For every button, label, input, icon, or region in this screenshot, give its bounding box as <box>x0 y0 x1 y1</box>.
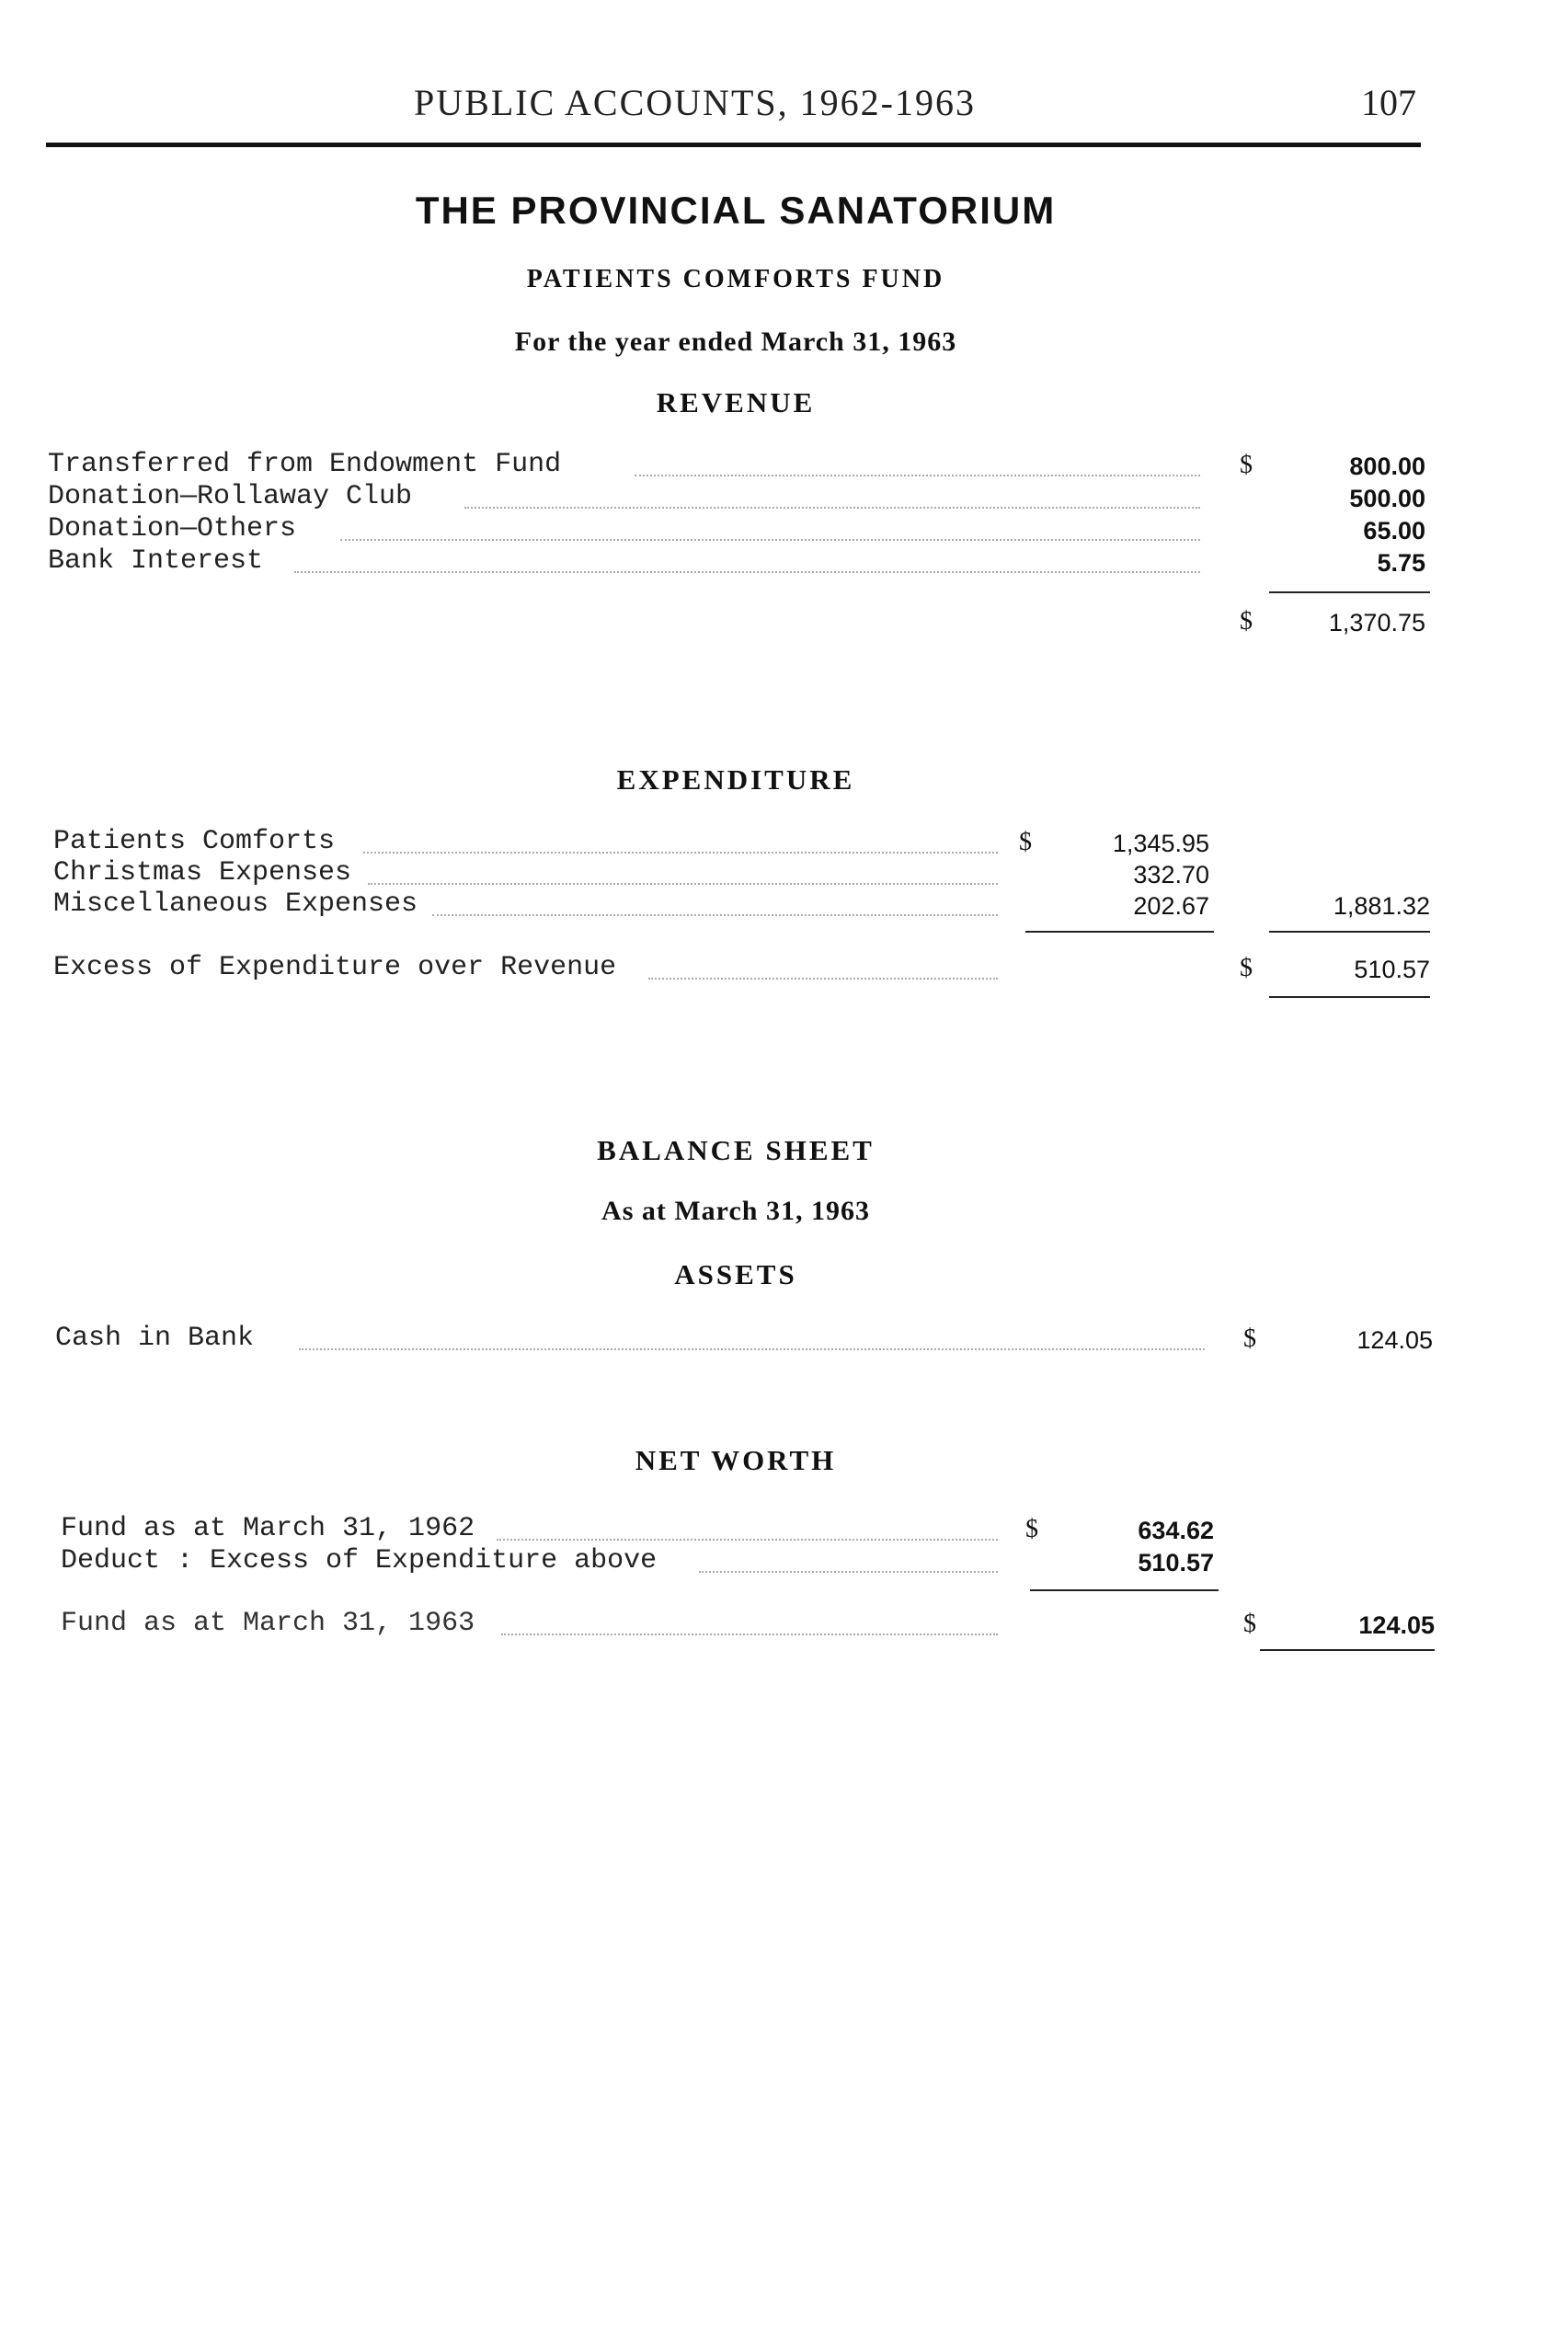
header-rule <box>46 143 1421 147</box>
excess-amount: 510.57 <box>1354 956 1430 983</box>
currency-symbol: $ <box>1243 1324 1256 1353</box>
expenditure-item-label: Patients Comforts <box>53 826 991 857</box>
document-title: THE PROVINCIAL SANATORIUM <box>415 189 1057 232</box>
dot-leader <box>432 914 998 916</box>
revenue-total: 1,370.75 <box>1328 609 1425 636</box>
expenditure-item-label: Christmas Expenses <box>53 857 991 888</box>
expenditure-item-label: Miscellaneous Expenses <box>53 888 991 920</box>
revenue-item-label: Donation—Rollaway Club <box>48 481 1197 512</box>
revenue-item-label: Donation—Others <box>48 513 1197 545</box>
currency-symbol: $ <box>1025 1515 1038 1543</box>
dot-leader <box>635 475 1200 476</box>
cash-amount: 124.05 <box>1356 1326 1433 1354</box>
expenditure-heading: EXPENDITURE <box>616 763 855 796</box>
revenue-item-label: Bank Interest <box>48 545 1197 577</box>
expenditure-total: 1,881.32 <box>1333 892 1430 920</box>
fund-1962-label: Fund as at March 31, 1962 <box>61 1513 999 1544</box>
fund-1963-label: Fund as at March 31, 1963 <box>61 1608 999 1639</box>
dot-leader <box>497 1539 998 1541</box>
dot-leader <box>368 883 998 885</box>
excess-label: Excess of Expenditure over Revenue <box>53 952 1001 983</box>
currency-symbol: $ <box>1240 451 1253 479</box>
fund-1962-amount: 634.62 <box>1138 1517 1214 1544</box>
expenditure-item-amount: 332.70 <box>1133 861 1209 888</box>
currency-symbol: $ <box>1240 954 1253 982</box>
cash-label: Cash in Bank <box>55 1323 1205 1354</box>
dot-leader <box>294 571 1200 573</box>
deduct-label: Deduct : Excess of Expenditure above <box>61 1545 999 1576</box>
dot-leader <box>501 1634 998 1635</box>
revenue-item-label: Transferred from Endowment Fund <box>48 449 1197 480</box>
currency-symbol: $ <box>1243 1610 1256 1638</box>
revenue-item-amount: 800.00 <box>1349 453 1425 480</box>
deduct-amount: 510.57 <box>1138 1549 1214 1576</box>
dot-leader <box>340 539 1200 541</box>
revenue-item-amount: 5.75 <box>1377 549 1425 577</box>
currency-symbol: $ <box>1019 828 1032 856</box>
assets-heading: ASSETS <box>674 1258 797 1290</box>
running-title: PUBLIC ACCOUNTS, 1962-1963 <box>414 82 976 123</box>
fund-1963-amount: 124.05 <box>1358 1611 1435 1639</box>
currency-symbol: $ <box>1240 607 1253 636</box>
revenue-item-amount: 500.00 <box>1349 485 1425 512</box>
net-worth-heading: NET WORTH <box>635 1444 837 1476</box>
double-rule <box>1260 1649 1435 1651</box>
revenue-heading: REVENUE <box>656 386 816 418</box>
dot-leader <box>299 1348 1205 1350</box>
total-rule <box>1269 931 1430 933</box>
double-rule <box>1269 996 1430 998</box>
subtotal-rule <box>1025 931 1214 933</box>
dot-leader <box>464 507 1200 509</box>
expenditure-item-amount: 1,345.95 <box>1112 830 1209 857</box>
total-rule <box>1269 591 1430 593</box>
page-number: 107 <box>1361 82 1416 123</box>
dot-leader <box>699 1571 998 1573</box>
revenue-item-amount: 65.00 <box>1363 517 1425 545</box>
balance-sheet-date: As at March 31, 1963 <box>601 1196 870 1226</box>
fund-subtitle: PATIENTS COMFORTS FUND <box>526 265 945 293</box>
period-line: For the year ended March 31, 1963 <box>514 327 957 357</box>
balance-sheet-heading: BALANCE SHEET <box>597 1134 875 1166</box>
expenditure-item-amount: 202.67 <box>1133 892 1209 920</box>
dot-leader <box>648 978 998 980</box>
dot-leader <box>363 852 998 854</box>
subtotal-rule <box>1030 1589 1219 1591</box>
